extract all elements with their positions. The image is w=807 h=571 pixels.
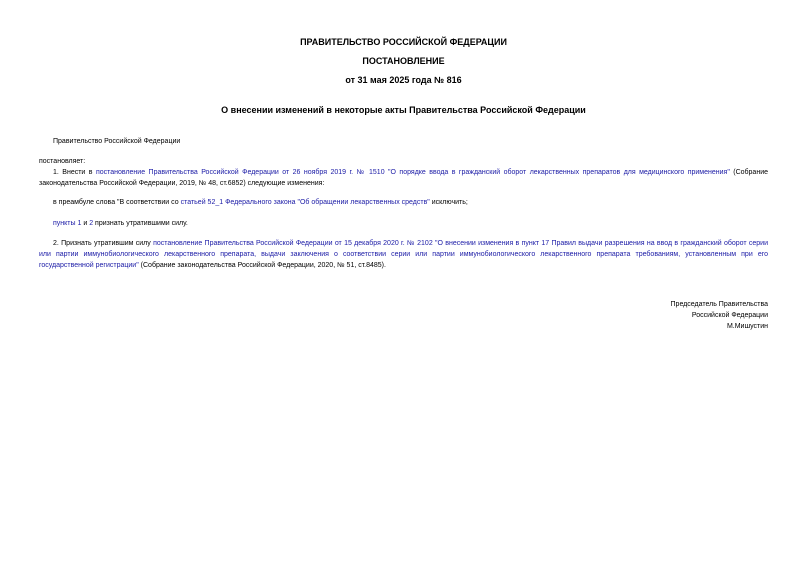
signature-position-line-1: Председатель Правительства (670, 301, 768, 308)
item-1-link-resolution-1510[interactable]: постановление Правительства Российской Федерации от 26 ноября 2019 г. № 1510 "О порядке ввода в гражданский оборот лекарственных препаратов для медицинского применения" (95, 169, 730, 176)
change-1-suffix: исключить; (429, 199, 468, 206)
document-type: ПОСТАНОВЛЕНИЕ (362, 56, 445, 66)
item-1-suffix: (Собрание законодательства Российской Федерации, 2019, № 48, ст.6852) следующие изменения: (39, 169, 768, 187)
item-2-paragraph (39, 238, 768, 271)
item-2-suffix: (Собрание законодательства Российской Федерации, 2020, № 51, ст.8485). (138, 262, 386, 269)
signature-block (671, 299, 768, 332)
preamble-subject: Правительство Российской Федерации (53, 138, 181, 145)
item-2-link-resolution-2102[interactable]: постановление Правительства Российской Федерации от 15 декабря 2020 г. № 2102 "О внесении изменения в пункт 17 Правил выдачи разрешения на ввод в гражданский оборот серии или партии иммунобиологического лекарственного препарата, выдачи заключения о соответствии серии или партии иммунобиологического лекарственного препарата требованиям, установленным при его государственной регистрации" (39, 240, 768, 269)
item-1-prefix: 1. Внести в (53, 169, 96, 176)
change-2-mid: и (81, 220, 90, 227)
change-2-link-point-2[interactable]: 2 (89, 220, 94, 227)
issuing-authority: ПРАВИТЕЛЬСТВО РОССИЙСКОЙ ФЕДЕРАЦИИ (300, 37, 507, 47)
change-1-paragraph (39, 197, 768, 208)
item-1-paragraph (39, 167, 768, 189)
change-1-prefix: в преамбуле слова "В соответствии со (53, 199, 181, 206)
document-date-number: от 31 мая 2025 года № 816 (345, 75, 462, 85)
change-2-suffix: признать утратившими силу. (93, 220, 188, 227)
change-1-link-article-52-1[interactable]: статьей 52_1 Федерального закона "Об обращении лекарственных средств" (180, 199, 430, 206)
change-2-link-points-1[interactable]: пункты 1 (53, 220, 82, 227)
signature-position-line-2: Российской Федерации (691, 312, 768, 319)
document-title: О внесении изменений в некоторые акты Правительства Российской Федерации (221, 105, 586, 115)
change-2-paragraph (39, 218, 768, 229)
signature-name: М.Мишустин (726, 323, 768, 330)
item-2-prefix: 2. Признать утратившим силу (53, 240, 154, 247)
preamble-decides: постановляет: (39, 158, 86, 165)
